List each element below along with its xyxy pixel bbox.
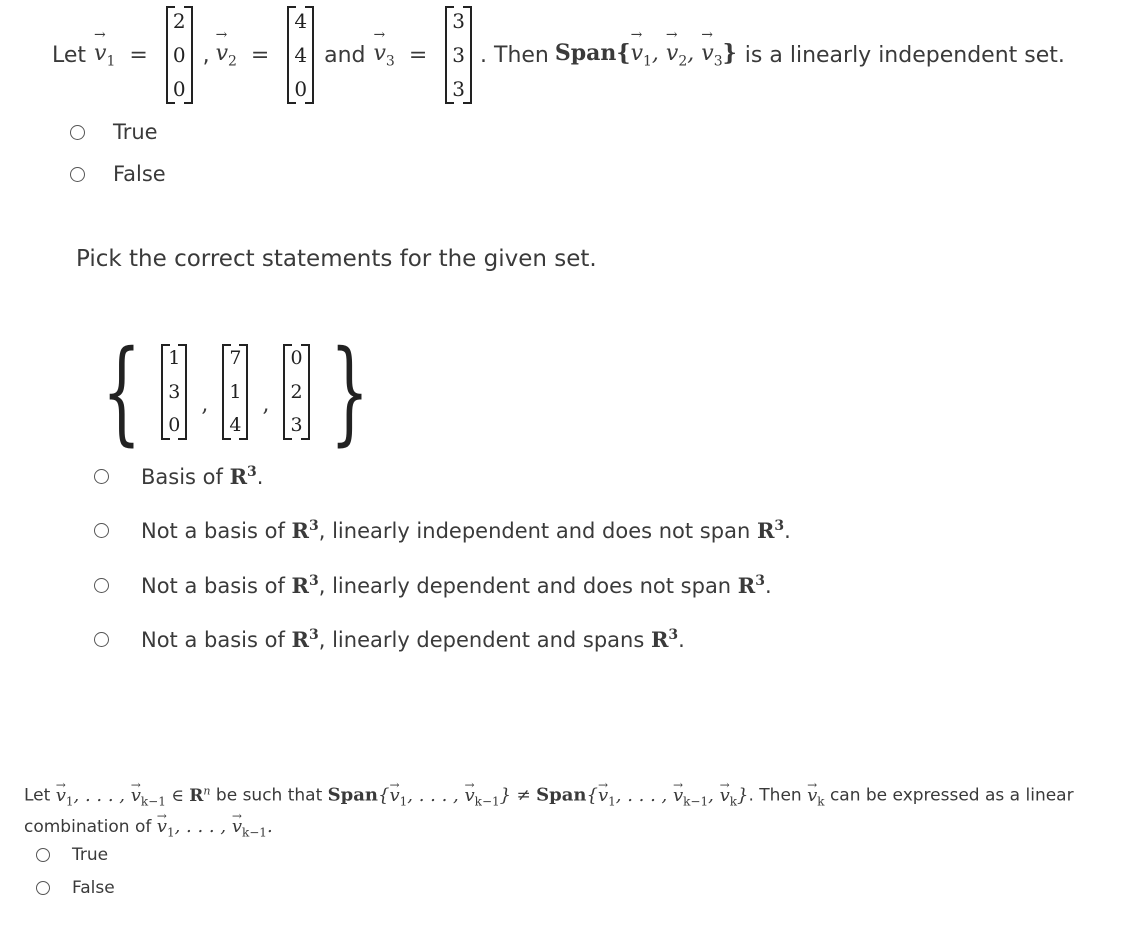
set-vector-3 — [283, 342, 309, 442]
q1-option-label: True — [113, 120, 158, 144]
q3-option-false[interactable] — [36, 878, 115, 898]
q3-line-2: combination of → $v_1$, . . . , → $v_{k-1}$. — [24, 814, 1124, 846]
vector-entry: 3 — [290, 414, 303, 436]
q1-option-true[interactable] — [70, 120, 158, 144]
v3-symbol: → $v_3$ — [373, 41, 394, 69]
q1-suffix-text: is a linearly independent set. — [744, 42, 1065, 68]
q3-line-1: Let → $v_1$, . . . , → $v_{k-1}$ ∈ $R^n$ be such that Span{→ $v_1$, . . . , → $v_{k-1}$} ≠ Span{→ $v_1$, . . . , → $v_{k-1}$, → $v_k$}. Then → $v_k$ can be expressed as a linear — [24, 778, 1124, 814]
q1-then-text: . Then — [480, 42, 549, 68]
q2-radio-2[interactable] — [94, 523, 109, 538]
q1-span-expression: Span{→ $v_1$, → $v_2$, → $v_3$} — [555, 40, 737, 69]
vector-entry: 7 — [229, 347, 242, 369]
q1-option-false[interactable] — [70, 162, 166, 186]
vector-entry: 1 — [168, 347, 181, 369]
vector-entry: 0 — [168, 414, 181, 436]
q3-radio-true[interactable] — [36, 848, 50, 862]
q1-and-text: and — [324, 42, 366, 68]
q2-option-label: Not a basis of $R^3$, linearly dependent and spans $R^3$. — [141, 627, 685, 652]
q2-option-independent-not-span[interactable] — [94, 518, 791, 543]
q1-let-text: Let — [52, 42, 87, 68]
set-vector-2 — [222, 342, 248, 442]
v3-entry: 3 — [452, 9, 466, 33]
q2-radio-3[interactable] — [94, 578, 109, 593]
q3-radio-false[interactable] — [36, 881, 50, 895]
vector-entry: 0 — [290, 347, 303, 369]
v1-entry: 2 — [172, 9, 186, 33]
v1-entry: 0 — [172, 77, 186, 101]
q2-vector-set: { 1 3 0 , 7 1 4 , 0 2 3 } — [102, 327, 369, 457]
v2-entry: 0 — [294, 77, 308, 101]
question-3-statement — [24, 778, 1124, 846]
q2-radio-4[interactable] — [94, 632, 109, 647]
set-vector-1 — [161, 342, 187, 442]
q1-radio-false[interactable] — [70, 167, 85, 182]
v2-entry: 4 — [294, 43, 308, 67]
vector-entry: 1 — [229, 380, 242, 403]
q2-option-label: Not a basis of $R^3$, linearly dependent and does not span $R^3$. — [141, 573, 772, 598]
v3-matrix — [445, 4, 472, 106]
q2-option-dependent-not-span[interactable] — [94, 573, 772, 598]
left-set-brace: { — [102, 327, 142, 457]
q3-option-true[interactable] — [36, 845, 108, 865]
q3-option-label: True — [72, 845, 109, 865]
q2-option-label: Basis of $R^3$. — [141, 464, 264, 489]
v2-matrix — [287, 4, 314, 106]
vector-entry: 3 — [168, 380, 181, 403]
q2-option-basis[interactable] — [94, 464, 263, 489]
v1-matrix — [166, 4, 193, 106]
v2-entry: 4 — [294, 9, 308, 33]
vector-entry: 4 — [229, 414, 242, 436]
q3-option-label: False — [72, 878, 115, 898]
v1-entry: 0 — [172, 43, 186, 67]
v3-entry: 3 — [452, 43, 466, 67]
vector-entry: 2 — [290, 380, 303, 403]
v3-entry: 3 — [452, 77, 466, 101]
q2-option-label: Not a basis of $R^3$, linearly independent and does not span $R^3$. — [141, 518, 791, 543]
q1-option-label: False — [113, 162, 166, 186]
q2-option-dependent-spans[interactable] — [94, 627, 685, 652]
v1-symbol: → $v_1$ — [94, 41, 115, 69]
q2-radio-1[interactable] — [94, 469, 109, 484]
v2-symbol: → $v_2$ — [216, 41, 237, 69]
question-2-title: Pick the correct statements for the given set. — [76, 246, 597, 272]
question-1-statement: Let → $v_1$ = 2 0 0 , → $v_2$ = 4 4 0 and → $v_3$ = 3 3 3 . Then Span{→ $v_1$, → $v_2$, → $v_3$} is a linearly independent set. — [52, 0, 1065, 110]
q1-radio-true[interactable] — [70, 125, 85, 140]
right-set-brace: } — [329, 327, 369, 457]
